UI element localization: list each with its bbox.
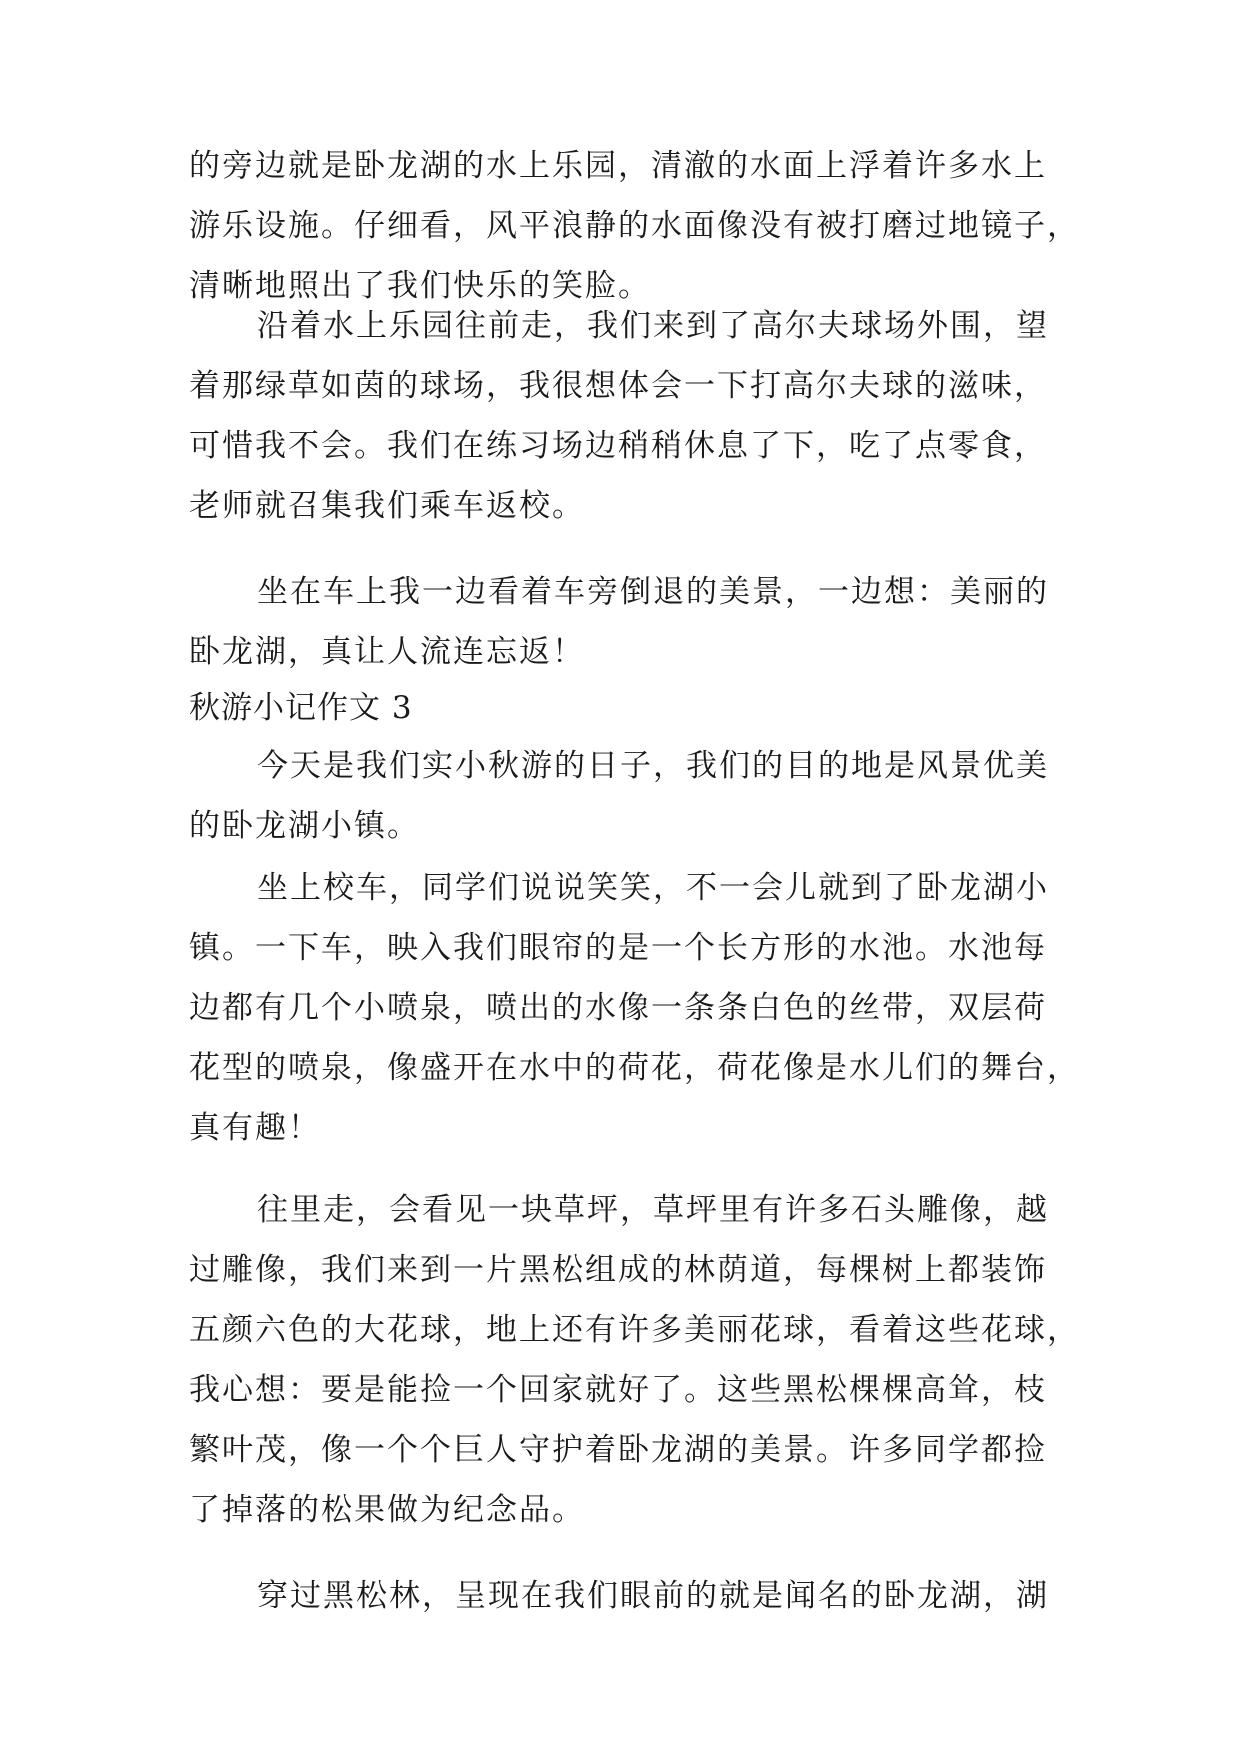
paragraph-2 [189,296,1049,536]
paragraph-4 [189,736,1049,856]
paragraph-line: 清晰地照出了我们快乐的笑脸。 [189,268,651,304]
paragraph-7 [189,1566,1049,1626]
paragraph-1 [189,136,1080,316]
paragraph-line: 着那绿草如茵的球场，我很想体会一下打高尔夫球的滋味， [189,368,1047,404]
paragraph-line: 的卧龙湖小镇。 [189,808,420,844]
paragraph-line: 今天是我们实小秋游的日子，我们的目的地是风景优美 [257,748,1049,784]
paragraph-line: 往里走，会看见一块草坪，草坪里有许多石头雕像，越 [257,1192,1049,1228]
paragraph-line: 沿着水上乐园往前走，我们来到了高尔夫球场外围，望 [257,308,1049,344]
paragraph-line: 了掉落的松果做为纪念品。 [189,1492,585,1528]
paragraph-line: 花型的喷泉，像盛开在水中的荷花，荷花像是水儿们的舞台， [189,1050,1080,1086]
paragraph-line: 的旁边就是卧龙湖的水上乐园，清澈的水面上浮着许多水上 [189,148,1047,184]
paragraph-3 [189,562,1049,682]
paragraph-line: 边都有几个小喷泉，喷出的水像一条条白色的丝带，双层荷 [189,990,1047,1026]
paragraph-line: 真有趣！ [189,1110,321,1146]
paragraph-line: 繁叶茂，像一个个巨人守护着卧龙湖的美景。许多同学都捡 [189,1432,1047,1468]
paragraph-line: 我心想：要是能捡一个回家就好了。这些黑松棵棵高耸，枝 [189,1372,1047,1408]
paragraph-line: 卧龙湖，真让人流连忘返！ [189,634,585,670]
paragraph-line: 游乐设施。仔细看，风平浪静的水面像没有被打磨过地镜子， [189,208,1080,244]
paragraph-line: 坐在车上我一边看着车旁倒退的美景，一边想：美丽的 [257,574,1049,610]
paragraph-5 [189,858,1080,1158]
paragraph-line: 五颜六色的大花球，地上还有许多美丽花球，看着这些花球， [189,1312,1080,1348]
paragraph-line: 过雕像，我们来到一片黑松组成的林荫道，每棵树上都装饰 [189,1252,1047,1288]
paragraph-6 [189,1180,1080,1540]
paragraph-line: 老师就召集我们乘车返校。 [189,488,585,524]
section-heading: 秋游小记作文 3 [189,690,413,726]
paragraph-line: 穿过黑松林，呈现在我们眼前的就是闻名的卧龙湖，湖 [257,1578,1049,1614]
paragraph-line: 可惜我不会。我们在练习场边稍稍休息了下，吃了点零食， [189,428,1047,464]
paragraph-line: 坐上校车，同学们说说笑笑，不一会儿就到了卧龙湖小 [257,870,1049,906]
paragraph-line: 镇。一下车，映入我们眼帘的是一个长方形的水池。水池每 [189,930,1047,966]
